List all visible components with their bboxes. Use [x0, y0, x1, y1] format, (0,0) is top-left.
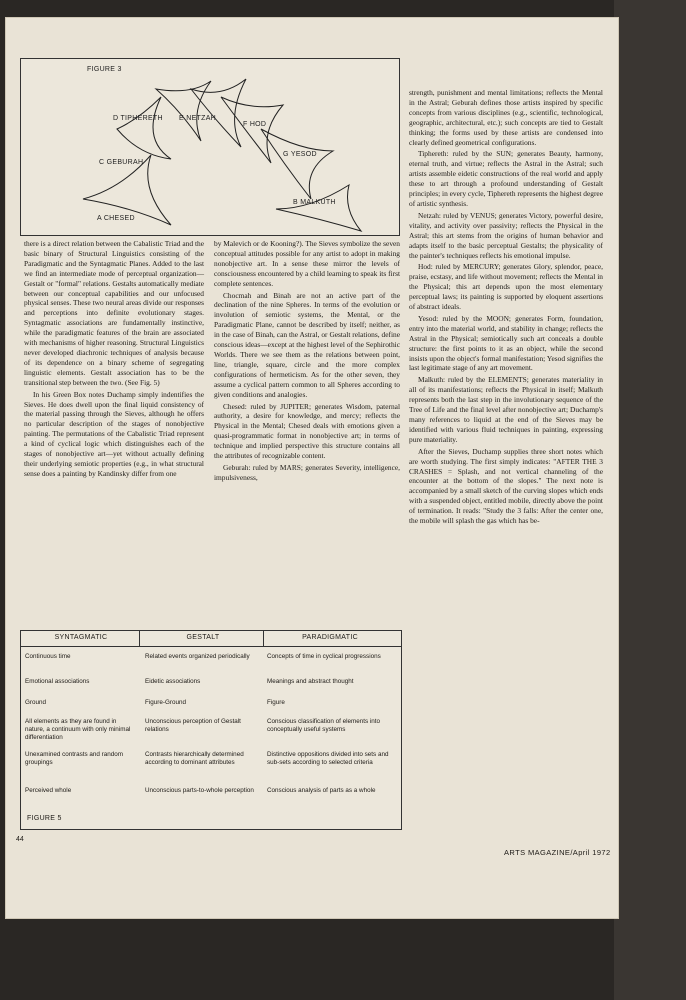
- paragraph: Yesod: ruled by the MOON; generates Form, foundation, entry into the material world, and stability in change; reflects the Astral in the Physical; semiotically such art conceals a double structure: the first points to it as an object, while the second insists upon the object's formal manifestation; Yesod signifies the last legitimate stage of any art movement.: [409, 313, 603, 373]
- text-column-3: [409, 88, 603, 528]
- table-cell: Unconscious parts-to-whole perception: [145, 787, 254, 794]
- label-netzah: E NETZAH: [179, 115, 217, 122]
- paragraph: Chesed: ruled by JUPITER; generates Wisdom, paternal authority, a desire for knowledge, and mercy; reflects the Physical in the Mental; Chesed deals with emotions given a quasi-programmatic format in nonobjective art; in terms of technique and implied perspective this structure contains all the attributes of recognizable content.: [214, 401, 400, 461]
- table-cell: Distinctive oppositions divided into sets and sub-sets according to selected criteria: [267, 751, 389, 766]
- label-tiphereth: D TIPHERETH: [113, 115, 163, 122]
- paragraph: by Malevich or de Kooning?). The Sieves symbolize the seven conceptual attitudes possible for any artist to adopt in making nonobjective art. In a sense these mirror the levels of consciousness encountered by a child learning to speak its first complete sentences.: [214, 239, 400, 288]
- label-geburah: C GEBURAH: [99, 159, 144, 166]
- paragraph: Geburah: ruled by MARS; generates Severity, intelligence, impulsiveness,: [214, 462, 400, 482]
- paragraph: Chocmah and Binah are not an active part of the declination of the nine Spheres. In terms of the evolution or involution of semiotic systems, the Mental, or the Paradigmatic Plane, cannot be described by itself; neither, as in the case of Binah, can the Astral, or Gestalt relations, define conscious ideas—except at the highest level of the Sephirothic Worlds. There we see them as the relations between point, line, triangle, square, circle and the more complex configurations of hermeticism. As for the other seven, they assume a cyclical pattern common to all Spheres according to given conditions and analogies.: [214, 290, 400, 399]
- paragraph: Tiphereth: ruled by the SUN; generates Beauty, harmony, eternal truth, and virtue; reflects the Astral in the Astral; such artists assemble eidetic constructions of the real world and apply these to art through a profound understanding of Gestalt principles; in every cycle, Tiphereth represents the highest degree of artistic synthesis.: [409, 149, 603, 208]
- table-divider: [263, 631, 264, 646]
- label-yesod: G YESOD: [283, 151, 317, 158]
- table-header-cell: SYNTAGMATIC: [54, 634, 108, 641]
- label-chesed: A CHESED: [97, 215, 135, 222]
- table-cell: Conscious analysis of parts as a whole: [267, 787, 376, 794]
- paragraph: there is a direct relation between the Cabalistic Triad and the basic binary of Structural Linguistics consisting of the Paradigmatic and the Syntagmatic Planes. Added to the last we find an intermediate mode of perceptual organization—Gestalt or "formal" relations. Gestalts automatically mediate between our conceptual capabilities and our unfocused physical senses. These two neural areas divide our responses and perceptions into definite evolutionary stages. Syntagmatic associations are fundamentally instinctive, while the paradigmatic features of the brain are associated with mechanisms of higher reasoning. Structural Linguistics never developed diachronic techniques of analysis because of its dependence on a binary scheme of segregating linguistic elements. Gestalt association has to be the transitional step between the two. (See Fig. 5): [24, 239, 204, 387]
- table-cell: Unexamined contrasts and random groupings: [25, 751, 124, 766]
- table-cell: All elements as they are found in nature, a continuum with only minimal differentiation: [25, 718, 131, 741]
- table-cell: Figure: [267, 699, 285, 706]
- table-divider: [139, 631, 140, 646]
- table-cell: Conscious classification of elements into conceptually useful systems: [267, 718, 381, 733]
- table-cell: Concepts of time in cyclical progressions: [267, 653, 381, 660]
- sieve-yesod: [261, 129, 333, 199]
- table-cell: Meanings and abstract thought: [267, 678, 354, 685]
- paragraph: strength, punishment and mental limitations; reflects the Mental in the Astral; Geburah defines those artists inspired by specific concepts from various disciplines (e.g., scientific, technological, geographic, architectural, etc.); such concepts are tied to Gestalt thinking; the forms used by these artists are condensed into clearly defined geometrical configurations.: [409, 88, 603, 147]
- figure-3-diagram: [20, 58, 400, 236]
- paragraph: Malkuth: ruled by the ELEMENTS; generates materiality in all of its manifestations; reflects the Physical in itself; Malkuth represents both the last step in the involutionary sequence of the Tree of Life and the final level after nonobjective art; Duchamp's many references to liquid at the end of the Sieves may be identified with various fluid techniques in painting, expressing pure materiality.: [409, 375, 603, 444]
- table-cell: Ground: [25, 699, 47, 706]
- figure-5-table: [20, 630, 402, 830]
- text-column-1: [24, 239, 204, 481]
- sieves-diagram-svg: [21, 59, 399, 235]
- paragraph: Netzah: ruled by VENUS; generates Victory, powerful desire, vitality, and activity over passivity; reflects the Physical in the Astral; this art stems from the origins of human behavior and adapts itself to the basic perceptual Gestalts; the physicality of the painter's techniques reflects his emotional impulse.: [409, 210, 603, 260]
- paragraph: In his Green Box notes Duchamp simply indentifies the Sieves. He does dwell upon the final liquid consistency of the material passing through the Sieves, although he offers no particular description of the stages of nonobjective painting. The permutations of the Cabalistic Triad represent a kind of cyclical logic which distinguishes each of the stages of nonobjective art—yet without actually defining their underlying semiotic properties (e.g., in what structural sense does a painting by Kandinsky differ from one: [24, 389, 204, 478]
- magazine-footer: ARTS MAGAZINE/April 1972: [504, 848, 611, 857]
- table-cell: Unconscious perception of Gestalt relations: [145, 718, 241, 733]
- table-header-cell: PARADIGMATIC: [302, 634, 358, 641]
- table-cell: Perceived whole: [25, 787, 72, 794]
- table-cell: Continuous time: [25, 653, 71, 660]
- table-divider: [21, 646, 401, 647]
- paragraph: After the Sieves, Duchamp supplies three short notes which are worth studying. The first simply indicates: "AFTER THE 3 CRASHES = Splash, and not vertical channeling of the encounter at the bottom of the slopes." The next note is accompanied by a small sketch of the curving slopes which ends with a suspended object, entitled mobile, directly above the point of termination. It reads: "Study the 3 falls: After the center one, the mobile will splash the gas which has be-: [409, 446, 603, 526]
- table-cell: Figure-Ground: [145, 699, 186, 706]
- text-column-2: [214, 239, 400, 485]
- label-malkuth: B MALKUTH: [293, 199, 336, 206]
- paragraph: Hod: ruled by MERCURY; generates Glory, splendor, peace, praise, ecstasy, and life without movement; reflects the Mental in the Physical; this art depends upon the most elementary perceptual laws; its painting is supported by eloquent assertions of abstract ideals.: [409, 262, 603, 312]
- sieve-hod: [221, 97, 283, 163]
- figure-5-caption: FIGURE 5: [27, 815, 62, 822]
- scan-background-edge: [614, 0, 686, 1000]
- figure-3-caption: FIGURE 3: [87, 66, 122, 73]
- label-hod: F HOD: [243, 121, 267, 128]
- table-header-cell: GESTALT: [186, 634, 220, 641]
- page-number: 44: [16, 836, 24, 843]
- magazine-page: [6, 18, 618, 918]
- sieve-geburah: [117, 97, 171, 159]
- sieve-tiphereth: [156, 81, 211, 141]
- table-cell: Eidetic associations: [145, 678, 201, 685]
- table-cell: Related events organized periodically: [145, 653, 250, 660]
- table-cell: Contrasts hierarchically determined according to dominant attributes: [145, 751, 244, 766]
- table-cell: Emotional associations: [25, 678, 90, 685]
- sieve-malkuth: [276, 185, 361, 231]
